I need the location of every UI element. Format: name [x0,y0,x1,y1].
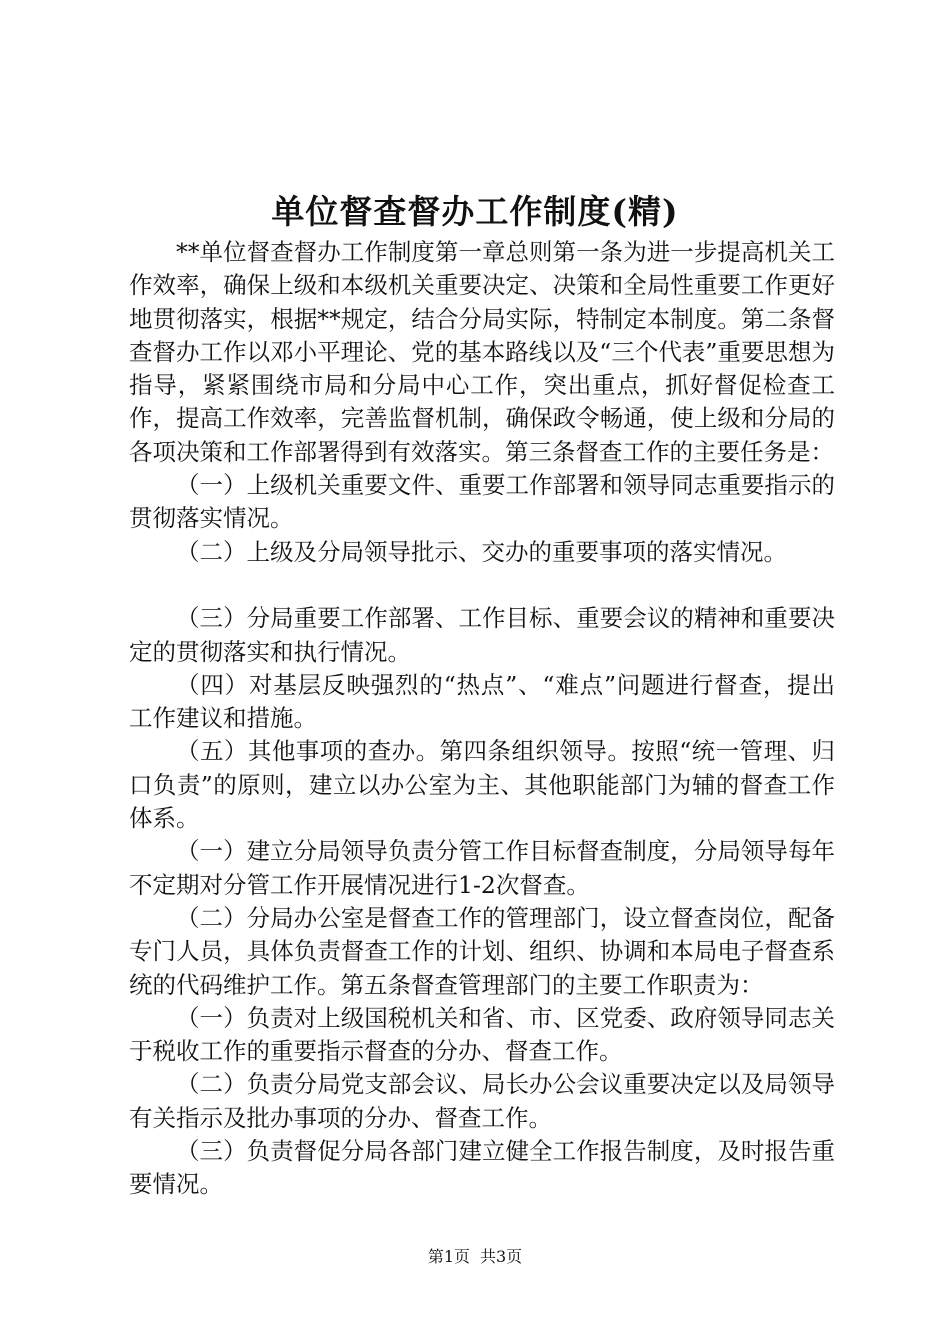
paragraph-duty-3: （三）负责督促分局各部门建立健全工作报告制度，及时报告重要情况。 [129,1137,835,1199]
document-title: 单位督查督办工作制度(精) [271,192,679,231]
page-footer [0,1244,950,1267]
paragraph-duty-2: （二）负责分局党支部会议、局长办公会议重要决定以及局领导有关指示及批办事项的分办、督查工作。 [129,1070,835,1132]
paragraph-task-4: （四）对基层反映强烈的“热点”、“难点”问题进行督查，提出工作建议和措施。 [129,670,835,733]
paragraph-org-1: （一）建立分局领导负责分管工作目标督查制度，分局领导每年不定期对分管工作开展情况进行1-2次督查。 [129,837,835,899]
paragraph-task-2: （二）上级及分局领导批示、交办的重要事项的落实情况。 [176,537,787,566]
paragraph-task-3: （三）分局重要工作部署、工作目标、重要会议的精神和重要决定的贯彻落实和执行情况。 [129,604,835,666]
paragraph-org-2: （二）分局办公室是督查工作的管理部门，设立督查岗位，配备专门人员，具体负责督查工作的计划、组织、协调和本局电子督查系统的代码维护工作。第五条督查管理部门的主要工作职责为： [129,903,835,999]
paragraph-task-1: （一）上级机关重要文件、重要工作部署和领导同志重要指示的贯彻落实情况。 [129,471,835,533]
paragraph-general-provisions: **单位督查督办工作制度第一章总则第一条为进一步提高机关工作效率，确保上级和本级机关重要决定、决策和全局性重要工作更好地贯彻落实，根据**规定，结合分局实际，特制定本制度。第二条督查督办工作以邓小平理论、党的基本路线以及“三个代表”重要思想为指导，紧紧围绕市局和分局中心工作，突出重点，抓好督促检查工作，提高工作效率，完善监督机制，确保政令畅通，使上级和分局的各项决策和工作部署得到有效落实。第三条督查工作的主要任务是： [129,238,835,466]
page-number: 第1页 [427,1247,470,1266]
document-body [129,236,835,1202]
paragraph-duty-1: （一）负责对上级国税机关和省、市、区党委、政府领导同志关于税收工作的重要指示督查的分办、督查工作。 [129,1003,835,1066]
page-total: 共3页 [480,1247,523,1266]
paragraph-task-5: （五）其他事项的查办。第四条组织领导。按照“统一管理、归口负责”的原则，建立以办公室为主、其他职能部门为辅的督查工作体系。 [129,737,835,833]
